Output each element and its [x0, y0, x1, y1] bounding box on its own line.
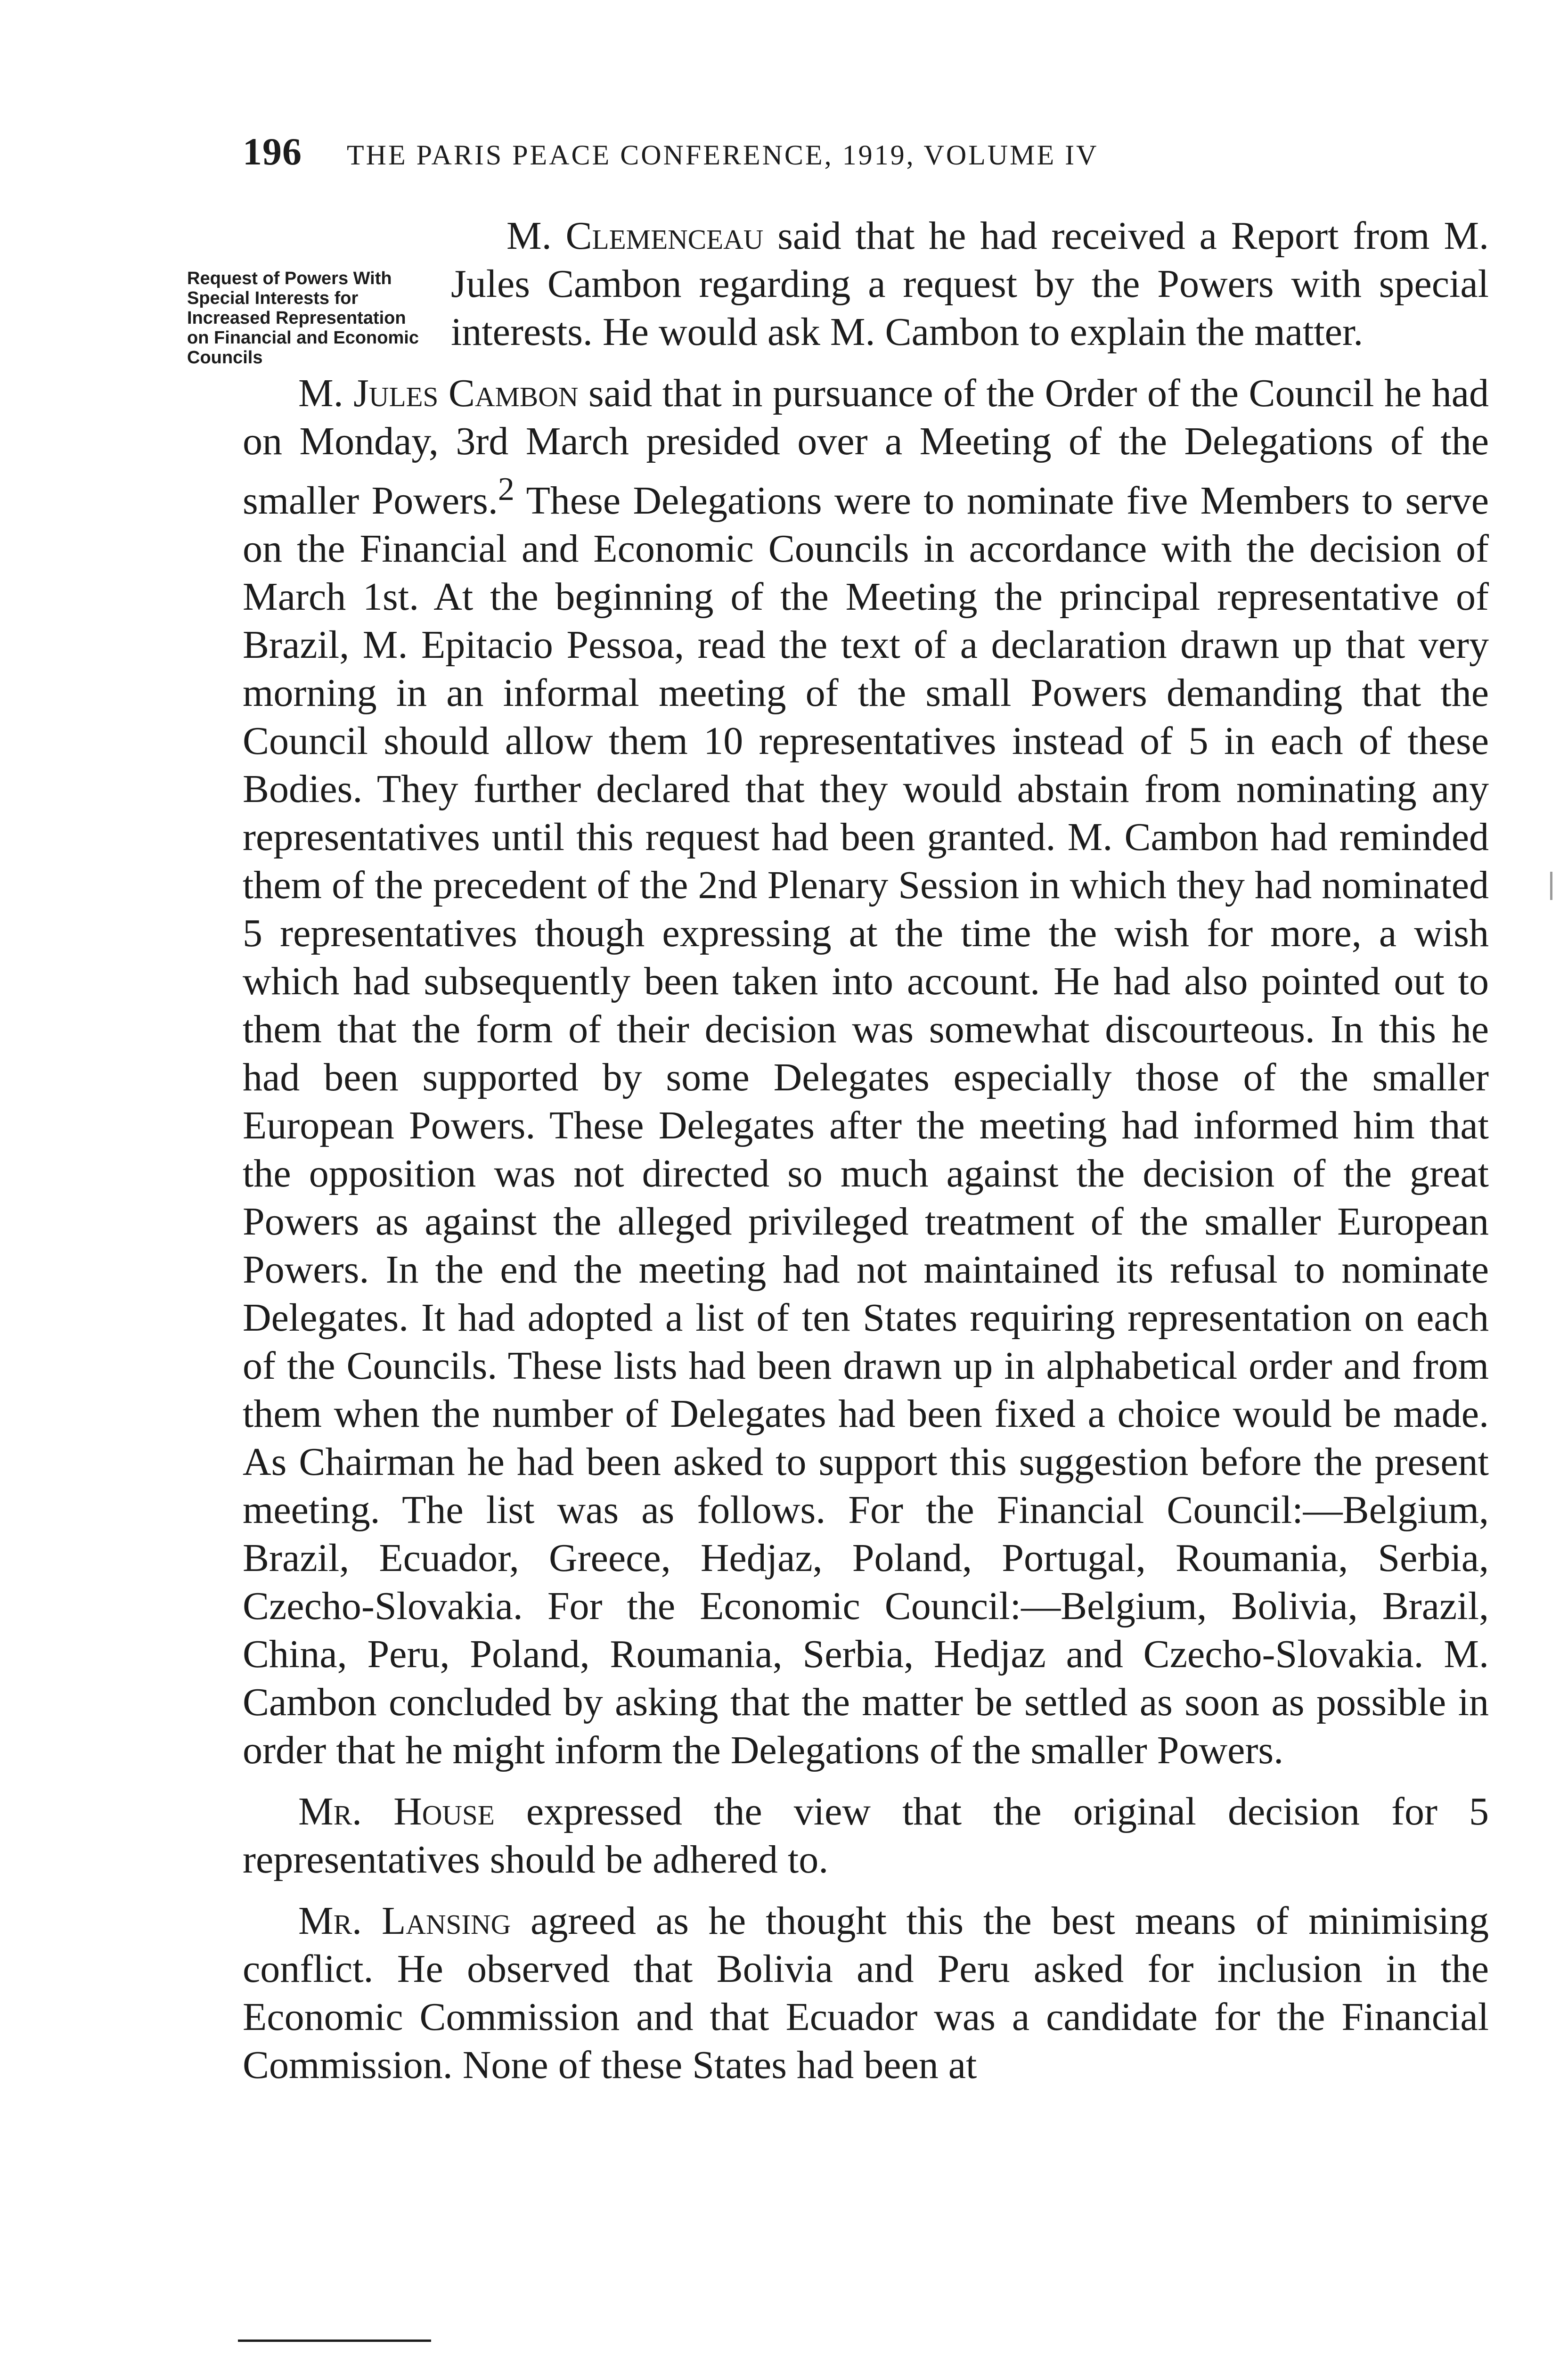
- page-header: [243, 130, 1489, 186]
- speaker-lansing: Mr. Lansing: [298, 1899, 511, 1943]
- paragraph-house: [243, 1788, 1489, 1884]
- scan-margin-mark: [1550, 872, 1552, 900]
- speaker-cambon: M. Jules Cambon: [298, 371, 579, 415]
- paragraph-text: said that in pursuance of the Order of the Council he had on Monday, 3rd March presided over a Meeting of the Delegations of the smaller Powers.: [243, 371, 1489, 523]
- paragraph-text: expressed the view that the original decision for 5 representatives should be adhered to.: [243, 1790, 1489, 1882]
- paragraph-lansing: [243, 1897, 1489, 2089]
- margin-side-note: Request of Powers With Special Interests for Increased Representation on Financial and Economic Councils: [187, 269, 419, 368]
- paragraph-text: said that he had received a Report from M. Jules Cambon regarding a request by the Powers with special interests. He would ask M. Cambon to explain the matter.: [451, 214, 1489, 354]
- paragraph-text-continued: These Delegations were to nominate five Members to serve on the Financial and Economic Councils in accordance with the decision of March 1st. At the beginning of the Meeting the principal representative of Brazil, M. Epitacio Pessoa, read the text of a declaration drawn up that very morning in an informal meeting of the small Powers demanding that the Council should allow them 10 representatives instead of 5 in each of these Bodies. They further declared that they would abstain from nominating any representatives until this request had been granted. M. Cambon had reminded them of the precedent of the 2nd Plenary Session in which they had nominated 5 representatives though expressing at the time the wish for more, a wish which had subsequently been taken into account. He had also pointed out to them that the form of their decision was somewhat discourteous. In this he had been supported by some Delegates especially those of the smaller European Powers. These Delegates after the meeting had informed him that the opposition was not directed so much against the decision of the great Powers as against the alleged privileged treatment of the smaller European Powers. In the end the meeting had not maintained its refusal to nominate Delegates. It had adopted a list of ten States requiring representation on each of the Councils. These lists had been drawn up in alphabetical order and from them when the number of Delegates had been fixed a choice would be made. As Chairman he had been asked to support this suggestion before the present meeting. The list was as follows. For the Financial Council:—Belgium, Brazil, Ecuador, Greece, Hedjaz, Poland, Portugal, Roumania, Serbia, Czecho-Slovakia. For the Economic Council:—Belgium, Bolivia, Brazil, China, Peru, Poland, Roumania, Serbia, Hedjaz and Czecho-Slovakia. M. Cambon concluded by asking that the matter be settled as soon as possible in order that he might inform the Delegations of the smaller Powers.: [243, 479, 1489, 1772]
- page-number: 196: [243, 130, 302, 173]
- running-title: THE PARIS PEACE CONFERENCE, 1919, VOLUME IV: [347, 139, 1099, 171]
- speaker-house: Mr. House: [298, 1790, 495, 1833]
- body-text: [187, 212, 1489, 2089]
- paragraph-text: agreed as he thought this the best means of minimising conflict. He observed that Bolivia and Peru asked for inclusion in the Economic Commission and that Ecuador was a candidate for the Financial Commission. None of these States had been at: [243, 1899, 1489, 2087]
- paragraph-clemenceau: [187, 212, 1489, 368]
- footnote: [264, 2354, 1489, 2356]
- footnote-rule: [238, 2340, 431, 2342]
- speaker-clemenceau: M. Clemenceau: [506, 214, 764, 258]
- footnote-reference: 2: [498, 471, 514, 507]
- paragraph-cambon: [243, 369, 1489, 1775]
